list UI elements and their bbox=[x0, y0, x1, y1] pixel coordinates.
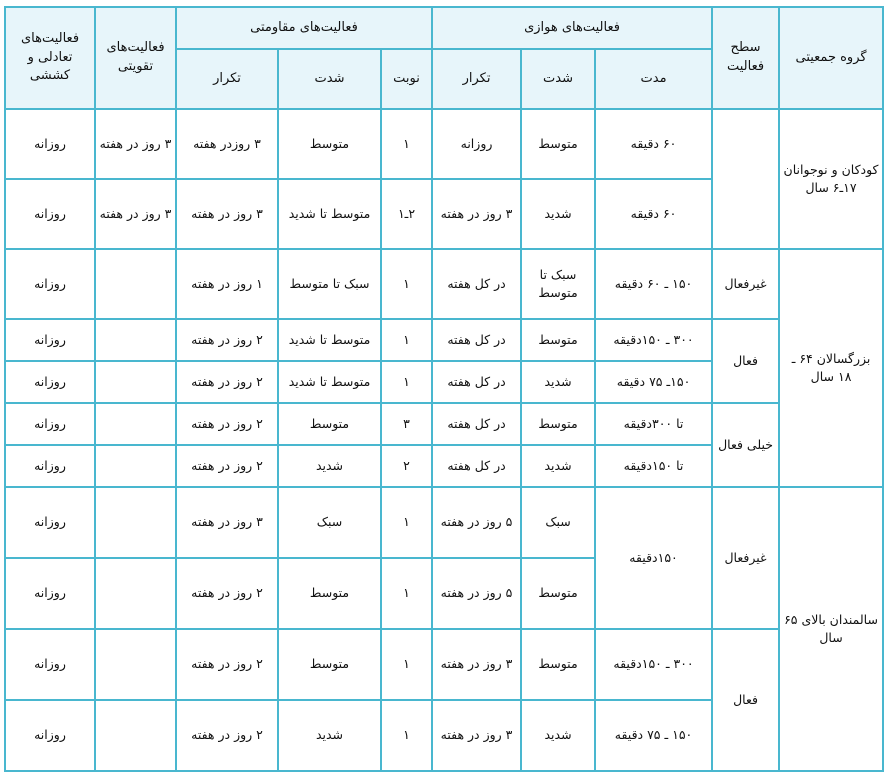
cell-duration: ۱۵۰ ـ ۷۵ دقیقه bbox=[595, 700, 712, 771]
level-inactive: غیرفعال bbox=[712, 249, 779, 319]
cell-resistance-frequency: ۳ روزدر هفته bbox=[176, 109, 278, 179]
cell-duration: ۶۰ دقیقه bbox=[595, 109, 712, 179]
cell-duration: تا ۱۵۰دقیقه bbox=[595, 445, 712, 487]
cell-aerobic-frequency: روزانه bbox=[432, 109, 521, 179]
cell-aerobic-intensity: شدید bbox=[521, 445, 595, 487]
cell-resistance-frequency: ۳ روز در هفته bbox=[176, 179, 278, 249]
cell-aerobic-frequency: در کل هفته bbox=[432, 445, 521, 487]
cell-balance: روزانه bbox=[5, 487, 95, 558]
cell-sets: ۳ bbox=[381, 403, 432, 445]
cell-aerobic-frequency: در کل هفته bbox=[432, 249, 521, 319]
cell-duration: ۳۰۰ ـ ۱۵۰دقیقه bbox=[595, 629, 712, 700]
cell-strengthening bbox=[95, 445, 176, 487]
cell-aerobic-intensity: متوسط bbox=[521, 109, 595, 179]
cell-strengthening bbox=[95, 361, 176, 403]
cell-resistance-intensity: متوسط تا شدید bbox=[278, 179, 381, 249]
header-balance: فعالیت‌های تعادلی و کششی bbox=[5, 7, 95, 109]
cell-strengthening: ۳ روز در هفته bbox=[95, 179, 176, 249]
group-adults: بزرگسالان ۶۴ ـ ۱۸ سال bbox=[779, 249, 883, 487]
cell-balance: روزانه bbox=[5, 319, 95, 361]
cell-resistance-intensity: سبک bbox=[278, 487, 381, 558]
cell-strengthening bbox=[95, 319, 176, 361]
cell-resistance-frequency: ۳ روز در هفته bbox=[176, 487, 278, 558]
cell-balance: روزانه bbox=[5, 179, 95, 249]
cell-duration: ۱۵۰ـ ۷۵ دقیقه bbox=[595, 361, 712, 403]
cell-strengthening bbox=[95, 249, 176, 319]
table-row bbox=[5, 319, 883, 361]
cell-strengthening bbox=[95, 558, 176, 629]
cell-strengthening bbox=[95, 487, 176, 558]
cell-sets: ۱ bbox=[381, 629, 432, 700]
cell-balance: روزانه bbox=[5, 249, 95, 319]
header-aerobic-intensity: شدت bbox=[521, 49, 595, 109]
cell-resistance-frequency: ۲ روز در هفته bbox=[176, 403, 278, 445]
cell-sets: ۲ bbox=[381, 445, 432, 487]
cell-sets: ۱ bbox=[381, 700, 432, 771]
cell-aerobic-frequency: در کل هفته bbox=[432, 361, 521, 403]
cell-resistance-intensity: سبک تا متوسط bbox=[278, 249, 381, 319]
cell-aerobic-intensity: سبک تا متوسط bbox=[521, 249, 595, 319]
group-elderly: سالمندان بالای ۶۵ سال bbox=[779, 487, 883, 771]
cell-aerobic-intensity: شدید bbox=[521, 700, 595, 771]
cell-resistance-intensity: متوسط bbox=[278, 629, 381, 700]
header-resistance-frequency: تکرار bbox=[176, 49, 278, 109]
cell-duration: ۱۵۰دقیقه bbox=[595, 487, 712, 629]
cell-resistance-intensity: متوسط bbox=[278, 403, 381, 445]
level-active: فعال bbox=[712, 319, 779, 403]
cell-strengthening bbox=[95, 403, 176, 445]
cell-resistance-intensity: متوسط تا شدید bbox=[278, 319, 381, 361]
header-aerobic: فعالیت‌های هوازی bbox=[432, 7, 712, 49]
cell-balance: روزانه bbox=[5, 629, 95, 700]
table-row bbox=[5, 403, 883, 445]
cell-strengthening bbox=[95, 700, 176, 771]
cell-aerobic-intensity: شدید bbox=[521, 361, 595, 403]
cell-resistance-intensity: متوسط bbox=[278, 109, 381, 179]
cell-resistance-intensity: شدید bbox=[278, 445, 381, 487]
cell-aerobic-intensity: متوسط bbox=[521, 319, 595, 361]
table-row bbox=[5, 109, 883, 179]
cell-balance: روزانه bbox=[5, 109, 95, 179]
header-activity-level: سطح فعالیت bbox=[712, 7, 779, 109]
cell-sets: ۱ bbox=[381, 558, 432, 629]
cell-resistance-intensity: متوسط تا شدید bbox=[278, 361, 381, 403]
cell-sets: ۱ bbox=[381, 487, 432, 558]
header-strengthening: فعالیت‌های تقویتی bbox=[95, 7, 176, 109]
cell-resistance-intensity: شدید bbox=[278, 700, 381, 771]
cell-duration: ۶۰ دقیقه bbox=[595, 179, 712, 249]
header-resistance-intensity: شدت bbox=[278, 49, 381, 109]
cell-sets: ۱ bbox=[381, 319, 432, 361]
cell-sets: ۱ bbox=[381, 361, 432, 403]
level-children-empty bbox=[712, 109, 779, 249]
cell-resistance-frequency: ۲ روز در هفته bbox=[176, 700, 278, 771]
cell-resistance-frequency: ۲ روز در هفته bbox=[176, 558, 278, 629]
cell-duration: ۳۰۰ ـ ۱۵۰دقیقه bbox=[595, 319, 712, 361]
cell-aerobic-frequency: ۳ روز در هفته bbox=[432, 629, 521, 700]
cell-balance: روزانه bbox=[5, 558, 95, 629]
cell-aerobic-intensity: شدید bbox=[521, 179, 595, 249]
cell-aerobic-frequency: ۵ روز در هفته bbox=[432, 487, 521, 558]
activity-guidelines-table bbox=[4, 6, 884, 772]
cell-strengthening bbox=[95, 629, 176, 700]
cell-balance: روزانه bbox=[5, 700, 95, 771]
cell-resistance-frequency: ۲ روز در هفته bbox=[176, 629, 278, 700]
cell-duration: تا ۳۰۰دقیقه bbox=[595, 403, 712, 445]
cell-balance: روزانه bbox=[5, 361, 95, 403]
cell-resistance-frequency: ۲ روز در هفته bbox=[176, 361, 278, 403]
cell-duration: ۱۵۰ ـ ۶۰ دقیقه bbox=[595, 249, 712, 319]
table-row bbox=[5, 487, 883, 558]
header-resistance: فعالیت‌های مقاومتی bbox=[176, 7, 432, 49]
cell-balance: روزانه bbox=[5, 403, 95, 445]
cell-aerobic-intensity: سبک bbox=[521, 487, 595, 558]
cell-aerobic-intensity: متوسط bbox=[521, 629, 595, 700]
cell-aerobic-frequency: ۳ روز در هفته bbox=[432, 700, 521, 771]
cell-aerobic-frequency: ۵ روز در هفته bbox=[432, 558, 521, 629]
level-very-active: خیلی فعال bbox=[712, 403, 779, 487]
header-sets: نوبت bbox=[381, 49, 432, 109]
cell-resistance-intensity: متوسط bbox=[278, 558, 381, 629]
cell-strengthening: ۳ روز در هفته bbox=[95, 109, 176, 179]
cell-aerobic-intensity: متوسط bbox=[521, 403, 595, 445]
header-duration: مدت bbox=[595, 49, 712, 109]
header-population-group: گروه جمعیتی bbox=[779, 7, 883, 109]
cell-sets: ۲ـ۱ bbox=[381, 179, 432, 249]
table-row bbox=[5, 629, 883, 700]
cell-aerobic-frequency: در کل هفته bbox=[432, 403, 521, 445]
cell-aerobic-intensity: متوسط bbox=[521, 558, 595, 629]
cell-sets: ۱ bbox=[381, 109, 432, 179]
cell-sets: ۱ bbox=[381, 249, 432, 319]
cell-aerobic-frequency: در کل هفته bbox=[432, 319, 521, 361]
header-aerobic-frequency: تکرار bbox=[432, 49, 521, 109]
group-children: کودکان و نوجوانان ۱۷ـ۶ سال bbox=[779, 109, 883, 249]
cell-balance: روزانه bbox=[5, 445, 95, 487]
cell-resistance-frequency: ۱ روز در هفته bbox=[176, 249, 278, 319]
level-active: فعال bbox=[712, 629, 779, 771]
cell-resistance-frequency: ۲ روز در هفته bbox=[176, 445, 278, 487]
table-row bbox=[5, 249, 883, 319]
activity-guidelines-table-wrapper bbox=[4, 6, 884, 772]
cell-aerobic-frequency: ۳ روز در هفته bbox=[432, 179, 521, 249]
cell-resistance-frequency: ۲ روز در هفته bbox=[176, 319, 278, 361]
level-inactive: غیرفعال bbox=[712, 487, 779, 629]
